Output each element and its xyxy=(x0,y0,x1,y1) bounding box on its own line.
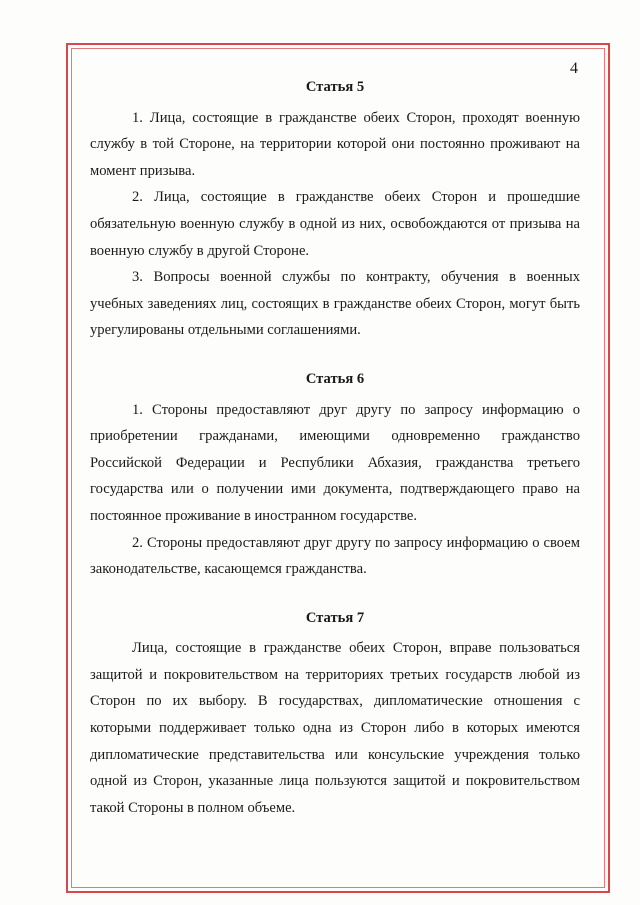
article-paragraph: Лица, состоящие в гражданстве обеих Сторон, вправе пользоваться защитой и покровительством на территориях третьих государств любой из Сторон по их выбору. В государствах, дипломатические отношения с которыми поддерживает только одна из Сторон либо в которых имеются дипломатические представительства или консульские учреждения только одной из Сторон, указанные лица пользуются защитой и покровительством такой Стороны в полном объеме. xyxy=(90,640,580,816)
article-5 xyxy=(90,74,580,344)
article-paragraph: 2. Стороны предоставляют друг другу по запросу информацию о своем законодательстве, касающемся гражданства. xyxy=(90,534,580,578)
article-7 xyxy=(90,605,580,822)
article-paragraph: 3. Вопросы военной службы по контракту, обучения в военных учебных заведениях лиц, состоящих в гражданстве обеих Сторон, могут быть урегулированы отдельными соглашениями. xyxy=(90,269,580,339)
page-number: 4 xyxy=(570,60,578,77)
article-heading: Статья 5 xyxy=(305,79,365,95)
article-paragraph: 1. Стороны предоставляют друг другу по запросу информацию о приобретении гражданами, имеющими одновременно гражданство Российской Федерации и Республики Абхазия, гражданства третьего государства или о получении ими документа, подтверждающего право на постоянное проживание в иностранном государстве. xyxy=(90,401,580,524)
document-body xyxy=(90,74,580,821)
article-heading: Статья 7 xyxy=(305,609,365,626)
article-paragraph: 1. Лица, состоящие в гражданстве обеих Сторон, проходят военную службу в той Стороне, на территории которой они постоянно проживают на момент призыва. xyxy=(90,109,580,179)
article-paragraph: 2. Лица, состоящие в гражданстве обеих Сторон и прошедшие обязательную военную службу в одной из них, освобождаются от призыва на военную службу в другой Стороне. xyxy=(90,189,580,259)
article-6 xyxy=(90,366,580,583)
article-heading: Статья 6 xyxy=(305,370,365,387)
